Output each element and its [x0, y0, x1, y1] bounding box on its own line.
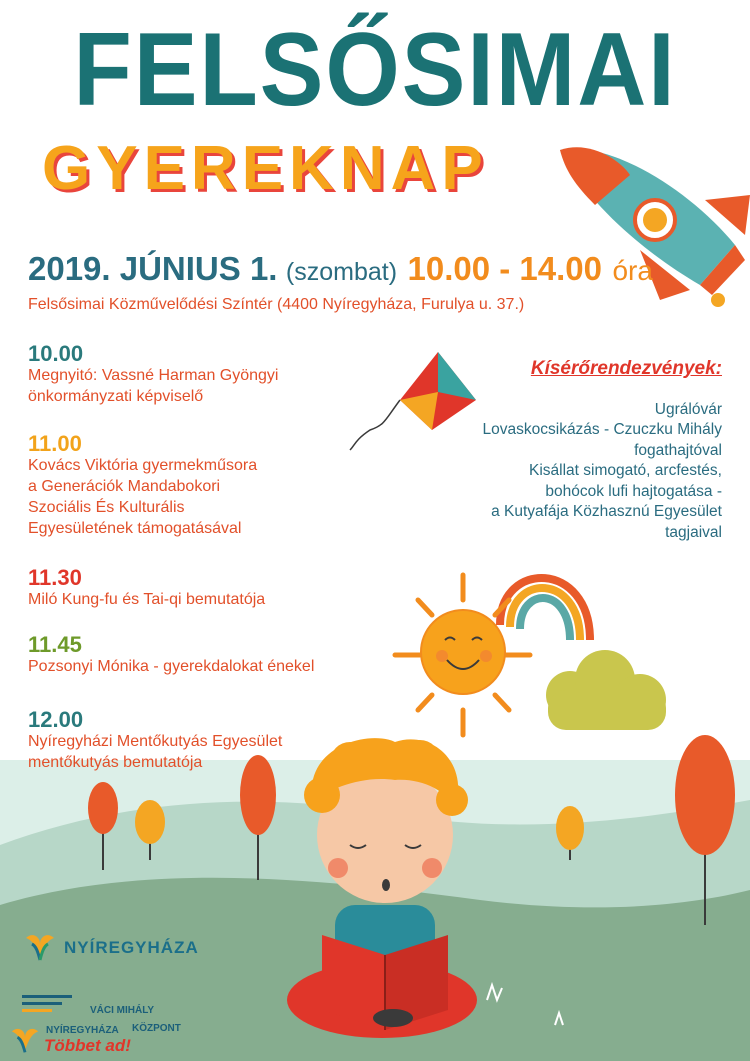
program-time: 11.30: [28, 565, 82, 590]
program-desc-line: Egyesületének támogatásával: [28, 519, 242, 537]
event-venue: Felsősimai Közművelődési Színtér (4400 Nyíregyháza, Furulya u. 37.): [28, 296, 525, 313]
program-time: 11.00: [28, 431, 82, 456]
event-date-line: [28, 252, 653, 285]
program-time: 11.45: [28, 632, 82, 657]
side-event-line: tagjaival: [665, 523, 722, 541]
event-day: (szombat): [285, 258, 398, 286]
side-event-line: bohócok lufi hajtogatása -: [545, 482, 722, 500]
tobbet-logo-city: NYÍREGYHÁZA: [46, 1025, 119, 1036]
program-desc-line: Nyíregyházi Mentőkutyás Egyesület: [28, 733, 283, 751]
side-event-line: a Kutyafája Közhasznú Egyesület: [491, 503, 722, 521]
side-events-title: Kísérőrendezvények:: [530, 358, 722, 379]
side-event-line: fogathajtóval: [634, 441, 722, 459]
program-item: [28, 633, 314, 678]
program-time: 12.00: [28, 707, 84, 732]
program-desc-line: a Generációk Mandabokori: [28, 477, 221, 495]
cloud-icon: [546, 650, 666, 730]
city-logo-text: NYÍREGYHÁZA: [64, 938, 199, 957]
program-desc-line: mentőkutyás bemutatója: [28, 753, 203, 771]
nyiregyhaza-logo: [22, 930, 199, 966]
program-item: [28, 432, 257, 539]
program-desc-line: Pozsonyi Mónika - gyerekdalokat énekel: [28, 658, 315, 676]
tobbet-logo-icon: [8, 1024, 42, 1058]
event-time-unit: óra: [612, 255, 653, 286]
page-title: FELSŐSIMAI: [73, 12, 677, 128]
tobbet-logo-slogan: Többet ad!: [44, 1036, 131, 1055]
event-time: 10.00 - 14.00: [407, 250, 603, 287]
vaci-logo-icon: [20, 993, 80, 1023]
page-subtitle: GYEREKNAP: [42, 134, 489, 203]
sun-icon: [395, 575, 530, 735]
program-desc-line: önkormányzati képviselő: [28, 387, 204, 405]
tobbet-ad-logo: [8, 1020, 158, 1060]
program-item: [28, 342, 278, 408]
program-desc-line: Miló Kung-fu és Tai-qi bemutatója: [28, 591, 266, 609]
program-desc-line: Kovács Viktória gyermekműsora: [28, 457, 258, 475]
side-events-list: [422, 400, 722, 543]
side-event-line: Ugrálóvár: [654, 401, 722, 418]
program-time: 10.00: [28, 341, 84, 366]
program-desc-line: Megnyitó: Vassné Harman Gyöngyi: [28, 367, 279, 385]
event-date: 2019. JÚNIUS 1.: [28, 250, 278, 287]
program-item: [28, 566, 265, 611]
vaci-logo-line1: VÁCI MIHÁLY: [90, 1005, 155, 1016]
rainbow-icon: [500, 578, 590, 640]
program-desc-line: Szociális És Kulturális: [28, 498, 185, 516]
side-event-line: Kisállat simogató, arcfestés,: [529, 462, 722, 480]
side-event-line: Lovaskocsikázás - Czuczku Mihály: [482, 421, 722, 439]
city-logo-icon: [22, 930, 58, 966]
vaci-logo-line2: KÖZPONT: [132, 1023, 181, 1034]
program-item: [28, 708, 282, 774]
